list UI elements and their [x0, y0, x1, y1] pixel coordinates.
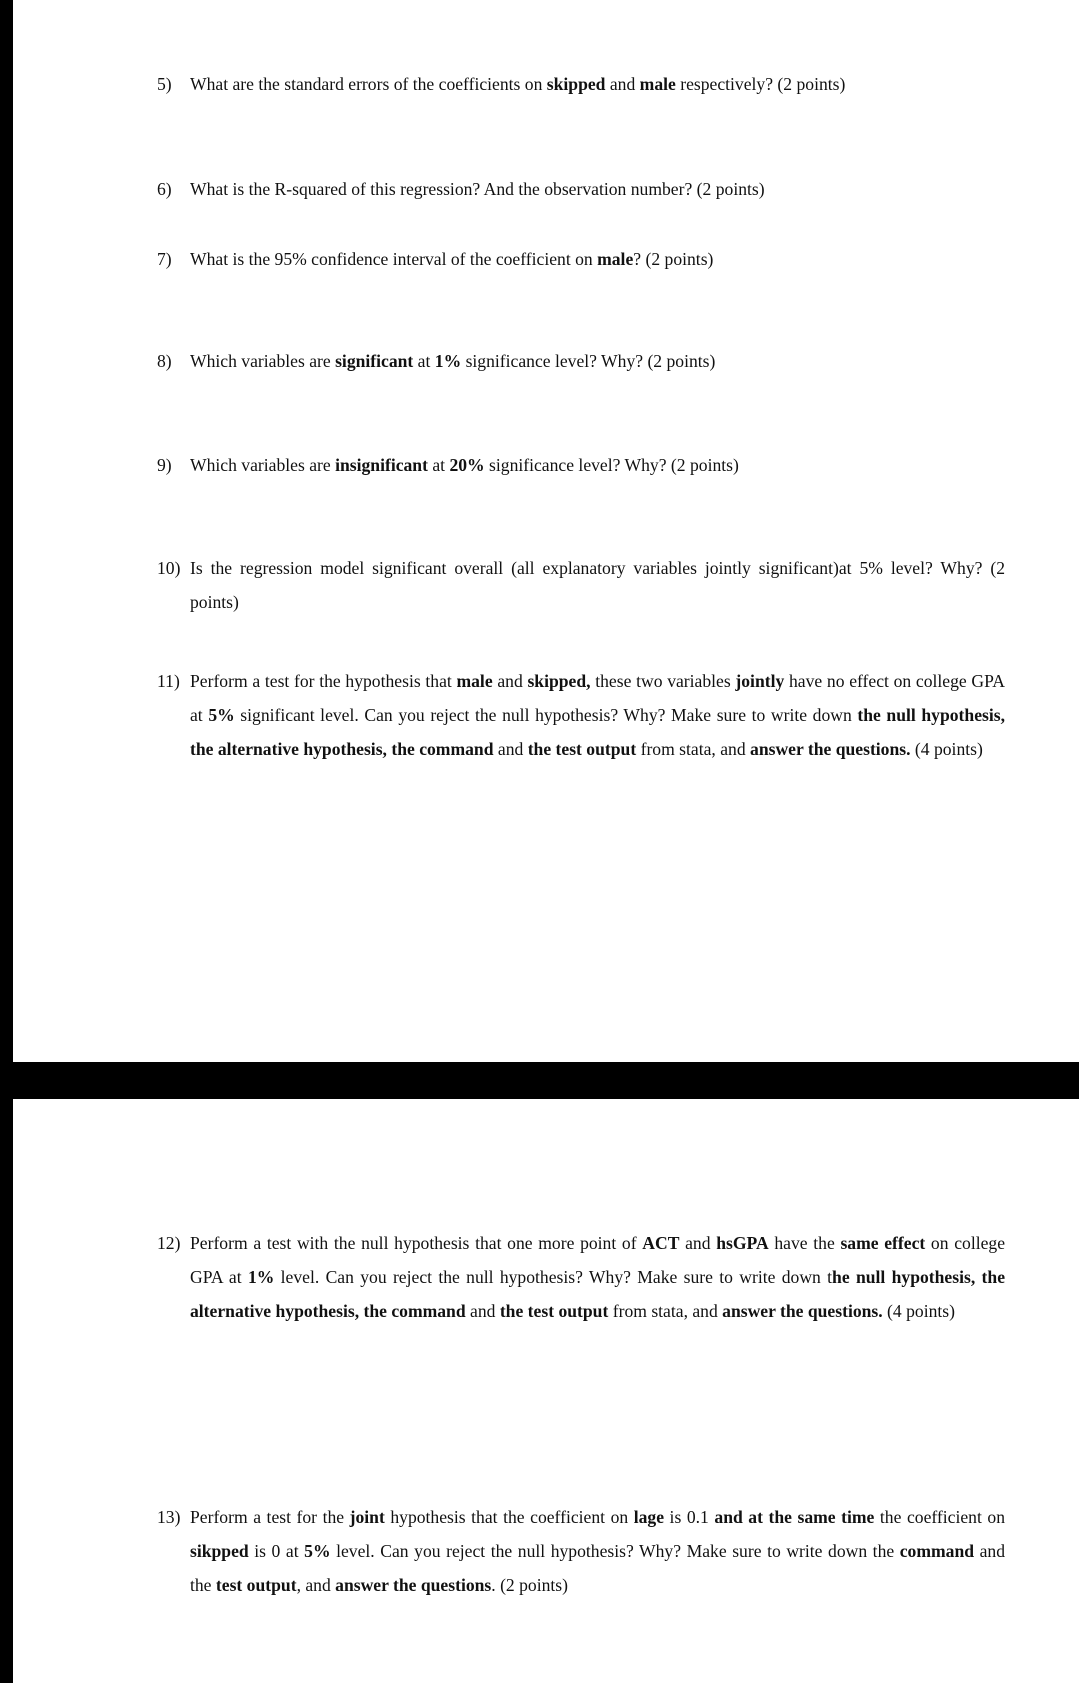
question-11 [157, 664, 1005, 766]
question-text: Which variables are insignificant at 20% significance level? Why? (2 points) [190, 455, 739, 475]
question-8 [157, 344, 1005, 378]
question-10 [157, 551, 1005, 619]
question-text: Which variables are significant at 1% significance level? Why? (2 points) [190, 351, 716, 371]
question-number: 9) [157, 455, 172, 475]
question-number: 12) [157, 1233, 181, 1253]
question-text: Perform a test for the hypothesis that male and skipped, these two variables jointly have no effect on college GPA at 5% significant level. Can you reject the null hypothesis? Why? Make sure to write down the null hypothesis, the alternative hypothesis, the command and the test output from stata, and answer the questions. (4 points) [190, 671, 1005, 759]
question-7 [157, 242, 1005, 276]
question-9 [157, 448, 1005, 482]
question-13 [157, 1500, 1005, 1602]
question-12 [157, 1226, 1005, 1328]
question-number: 8) [157, 351, 172, 371]
question-text: Is the regression model significant overall (all explanatory variables jointly significant)at 5% level? Why? (2 points) [190, 558, 1005, 612]
question-text: Perform a test with the null hypothesis that one more point of ACT and hsGPA have the same effect on college GPA at 1% level. Can you reject the null hypothesis? Why? Make sure to write down the null hypothesis, the alternative hypothesis, the command and the test output from stata, and answer the questions. (4 points) [190, 1233, 1006, 1321]
question-number: 13) [157, 1507, 181, 1527]
question-number: 11) [157, 671, 180, 691]
page-top [13, 0, 1079, 1062]
question-5 [157, 67, 1005, 101]
question-number: 7) [157, 249, 172, 269]
question-text: What is the 95% confidence interval of the coefficient on male? (2 points) [190, 249, 714, 269]
question-text: Perform a test for the joint hypothesis that the coefficient on lage is 0.1 and at the same time the coefficient on sikpped is 0 at 5% level. Can you reject the null hypothesis? Why? Make sure to write down the command and the test output, and answer the questions. (2 points) [190, 1507, 1005, 1595]
question-6 [157, 172, 1005, 206]
page-bottom [13, 1099, 1079, 1683]
question-number: 10) [157, 558, 181, 578]
question-number: 6) [157, 179, 172, 199]
question-text: What are the standard errors of the coefficients on skipped and male respectively? (2 points) [190, 74, 846, 94]
question-text: What is the R-squared of this regression? And the observation number? (2 points) [190, 179, 765, 199]
question-number: 5) [157, 74, 172, 94]
